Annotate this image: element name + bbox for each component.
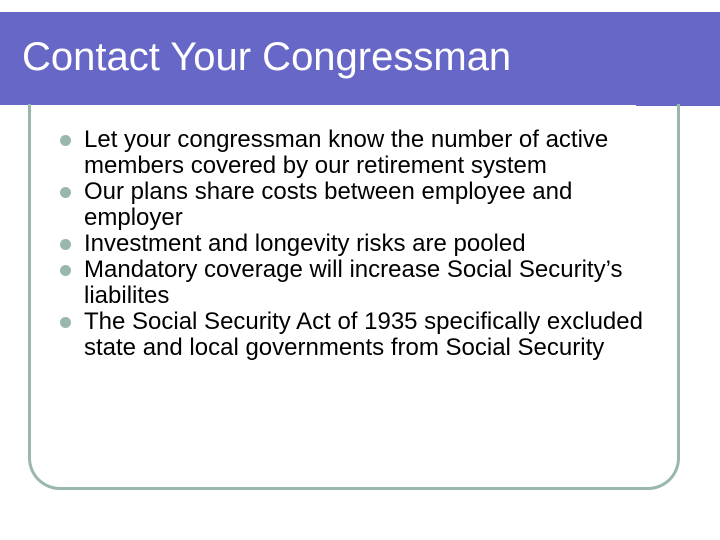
bullet-icon	[60, 239, 71, 250]
slide-title: Contact Your Congressman	[22, 35, 512, 79]
bullet-item	[60, 257, 660, 309]
bullet-list	[60, 127, 660, 361]
bullet-item	[60, 309, 660, 361]
bullet-text: Mandatory coverage will increase Social Security’s liabilites	[84, 256, 623, 309]
bullet-text: The Social Security Act of 1935 specifically excluded state and local governments from Social Security	[84, 308, 643, 361]
bullet-icon	[60, 187, 71, 198]
bullet-item	[60, 231, 660, 257]
bullet-text: Our plans share costs between employee and employer	[84, 178, 573, 231]
bullet-icon	[60, 317, 71, 328]
bullet-item	[60, 127, 660, 179]
bullet-item	[60, 179, 660, 231]
bullet-text: Investment and longevity risks are pooled	[84, 230, 526, 257]
bullet-text: Let your congressman know the number of active members covered by our retirement system	[84, 126, 609, 179]
bullet-icon	[60, 135, 71, 146]
bullet-icon	[60, 265, 71, 276]
